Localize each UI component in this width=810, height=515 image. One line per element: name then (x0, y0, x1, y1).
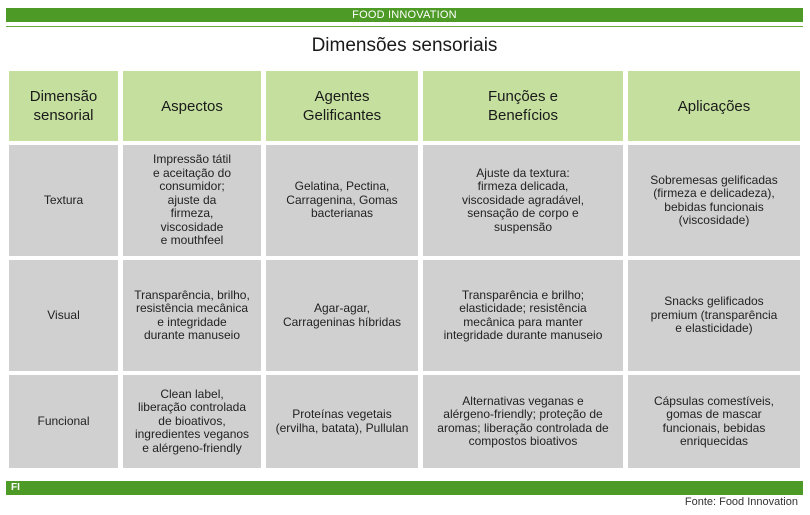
row-visual-functions: Transparência e brilho; elasticidade; resistência mecânica para manter integridade durante manuseio (423, 260, 623, 371)
row-functional-dimension: Funcional (9, 375, 118, 468)
column-header-applications: Aplicações (628, 71, 800, 141)
row-functional-aspects: Clean label, liberação controlada de bioativos, ingredientes veganos e alérgeno-friendly (123, 375, 261, 468)
row-functional-agents: Proteínas vegetais (ervilha, batata), Pullulan (266, 375, 418, 468)
row-visual-applications: Snacks gelificados premium (transparência e elasticidade) (628, 260, 800, 371)
column-header-functions: Funções e Benefícios (423, 71, 623, 141)
row-visual-agents: Agar-agar, Carrageninas híbridas (266, 260, 418, 371)
row-texture-dimension: Textura (9, 145, 118, 256)
row-texture-applications: Sobremesas gelificadas (firmeza e delicadeza), bebidas funcionais (viscosidade) (628, 145, 800, 256)
column-header-gelling-agents: Agentes Gelificantes (266, 71, 418, 141)
top-banner: FOOD INNOVATION (6, 8, 803, 22)
source-credit: Fonte: Food Innovation (684, 496, 798, 508)
page-title: Dimensões sensoriais (311, 35, 498, 56)
row-visual-dimension: Visual (9, 260, 118, 371)
row-functional-functions: Alternativas veganas e alérgeno-friendly; proteção de aromas; liberação controlada de compostos bioativos (423, 375, 623, 468)
column-header-aspects: Aspectos (123, 71, 261, 141)
column-header-dimension: Dimensão sensorial (9, 71, 118, 141)
title-divider (6, 26, 803, 27)
footer-banner: FI (6, 481, 803, 495)
row-texture-agents: Gelatina, Pectina, Carragenina, Gomas bacterianas (266, 145, 418, 256)
row-functional-applications: Cápsulas comestíveis, gomas de mascar funcionais, bebidas enriquecidas (628, 375, 800, 468)
row-visual-aspects: Transparência, brilho, resistência mecânica e integridade durante manuseio (123, 260, 261, 371)
sensory-table (9, 71, 800, 468)
row-texture-functions: Ajuste da textura: firmeza delicada, viscosidade agradável, sensação de corpo e suspensão (423, 145, 623, 256)
row-texture-aspects: Impressão tátil e aceitação do consumidor; ajuste da firmeza, viscosidade e mouthfeel (123, 145, 261, 256)
